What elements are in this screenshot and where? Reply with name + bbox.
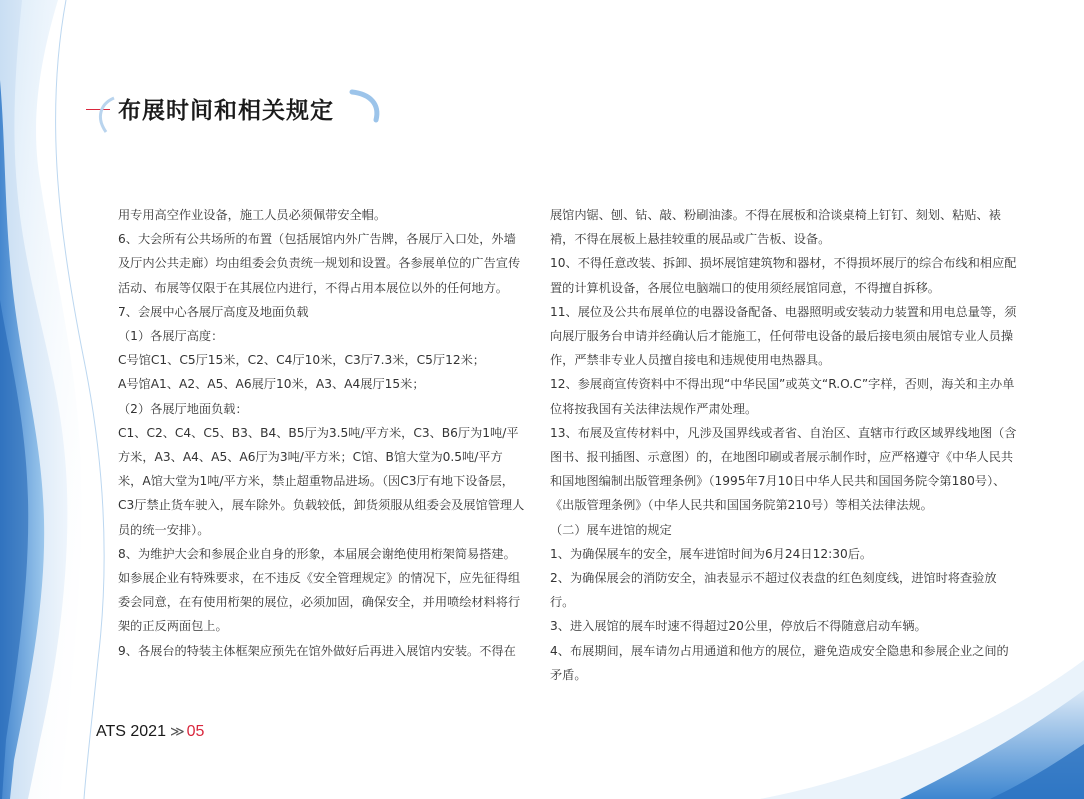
left-text-column: [118, 203, 526, 663]
paragraph: （1）各展厅高度：: [118, 329, 224, 344]
paragraph: 12、参展商宣传资料中不得出现“中华民国”或英文“R.O.C”字样，否则，海关和主办单位将按我国有关法律法规作严肃处理。: [550, 377, 1015, 416]
paragraph: 4、布展期间，展车请勿占用通道和他方的展位，避免造成安全隐患和参展企业之间的矛盾。: [550, 643, 1009, 682]
paragraph: 3、进入展馆的展车时速不得超过20公里，停放后不得随意启动车辆。: [550, 619, 927, 634]
paragraph: A号馆A1、A2、A5、A6展厅10米，A3、A4展厅15米；: [118, 377, 425, 392]
paragraph: （2）各展厅地面负载：: [118, 401, 248, 416]
page-footer: [96, 723, 204, 741]
paragraph: 1、为确保展车的安全，展车进馆时间为6月24日12:30后。: [550, 546, 873, 561]
paragraph: 6、大会所有公共场所的布置（包括展馆内外广告牌，各展厅入口处，外墙及厅内公共走廊）均由组委会负责统一规划和设置。各参展单位的广告宣传活动、布展等仅限于在其展位内进行，不得占用本展位以外的任何地方。: [118, 232, 521, 295]
paragraph: 11、展位及公共布展单位的电器设备配备、电器照明或安装动力装置和用电总量等，须向展厅服务台申请并经确认后才能施工，任何带电设备的最后接电须由展馆专业人员操作，严禁非专业人员擅自接电和违规使用电热器具。: [550, 304, 1017, 368]
right-text-column: [550, 203, 1018, 687]
paragraph: C1、C2、C4、C5、B3、B4、B5厅为3.5吨/平方米，C3、B6厅为1吨/平方米，A3、A4、A5、A6厅为3吨/平方米；C馆、B馆大堂为0.5吨/平方米，A馆大堂为1吨/平方米，禁止超重物品进场。（因C3厅有地下设备层，C3厅禁止货车驶入，展车除外。负载较低，卸货须服从组委会及展馆管理人员的统一安排）。: [118, 425, 525, 537]
paragraph: 9、各展台的特装主体框架应预先在馆外做好后再进入展馆内安装。不得在: [118, 643, 516, 658]
paragraph: C号馆C1、C5厅15米，C2、C4厅10米，C3厅7.3米，C5厅12米；: [118, 353, 485, 368]
page-number: 05: [186, 723, 205, 740]
title-arc-decoration: [342, 88, 392, 124]
footer-brand: ATS 2021: [96, 723, 166, 740]
paragraph: 2、为确保展会的消防安全，油表显示不超过仪表盘的红色刻度线，进馆时将查验放行。: [550, 571, 997, 610]
double-chevron-icon: ≫: [169, 723, 185, 739]
paragraph: 7、会展中心各展厅高度及地面负载: [118, 304, 309, 319]
paragraph: 13、布展及宣传材料中，凡涉及国界线或者省、自治区、直辖市行政区域界线地图（含图书、报刊插图、示意图）的，在地图印刷或者展示制作时，应严格遵守《中华人民共和国地图编制出版管理条例》（1995年7月10日中华人民共和国国务院令第180号）、《出版管理条例》（中华人民共和国国务院第210号）等相关法律法规。: [550, 425, 1017, 513]
section-heading: （二）展车进馆的规定: [550, 522, 672, 537]
paragraph: 10、不得任意改装、拆卸、损坏展馆建筑物和器材，不得损坏展厅的综合布线和相应配置的计算机设备，各展位电脑端口的使用须经展馆同意，不得擅自拆移。: [550, 256, 1017, 295]
paragraph: 用专用高空作业设备，施工人员必须佩带安全帽。: [118, 208, 387, 222]
paragraph: 8、为维护大会和参展企业自身的形象，本届展会谢绝使用桁架简易搭建。如参展企业有特殊要求，在不违反《安全管理规定》的情况下，应先征得组委会同意，在有使用桁架的展位，必须加固，确保安全，并用喷绘材料将行架的正反两面包上。: [118, 546, 521, 634]
page-title: 布展时间和相关规定: [118, 98, 334, 124]
paragraph: 展馆内锯、刨、钻、敲、粉刷油漆。不得在展板和洽谈桌椅上钉钉、刻划、粘贴、裱褙，不得在展板上悬挂较重的展品或广告板、设备。: [550, 208, 1001, 247]
